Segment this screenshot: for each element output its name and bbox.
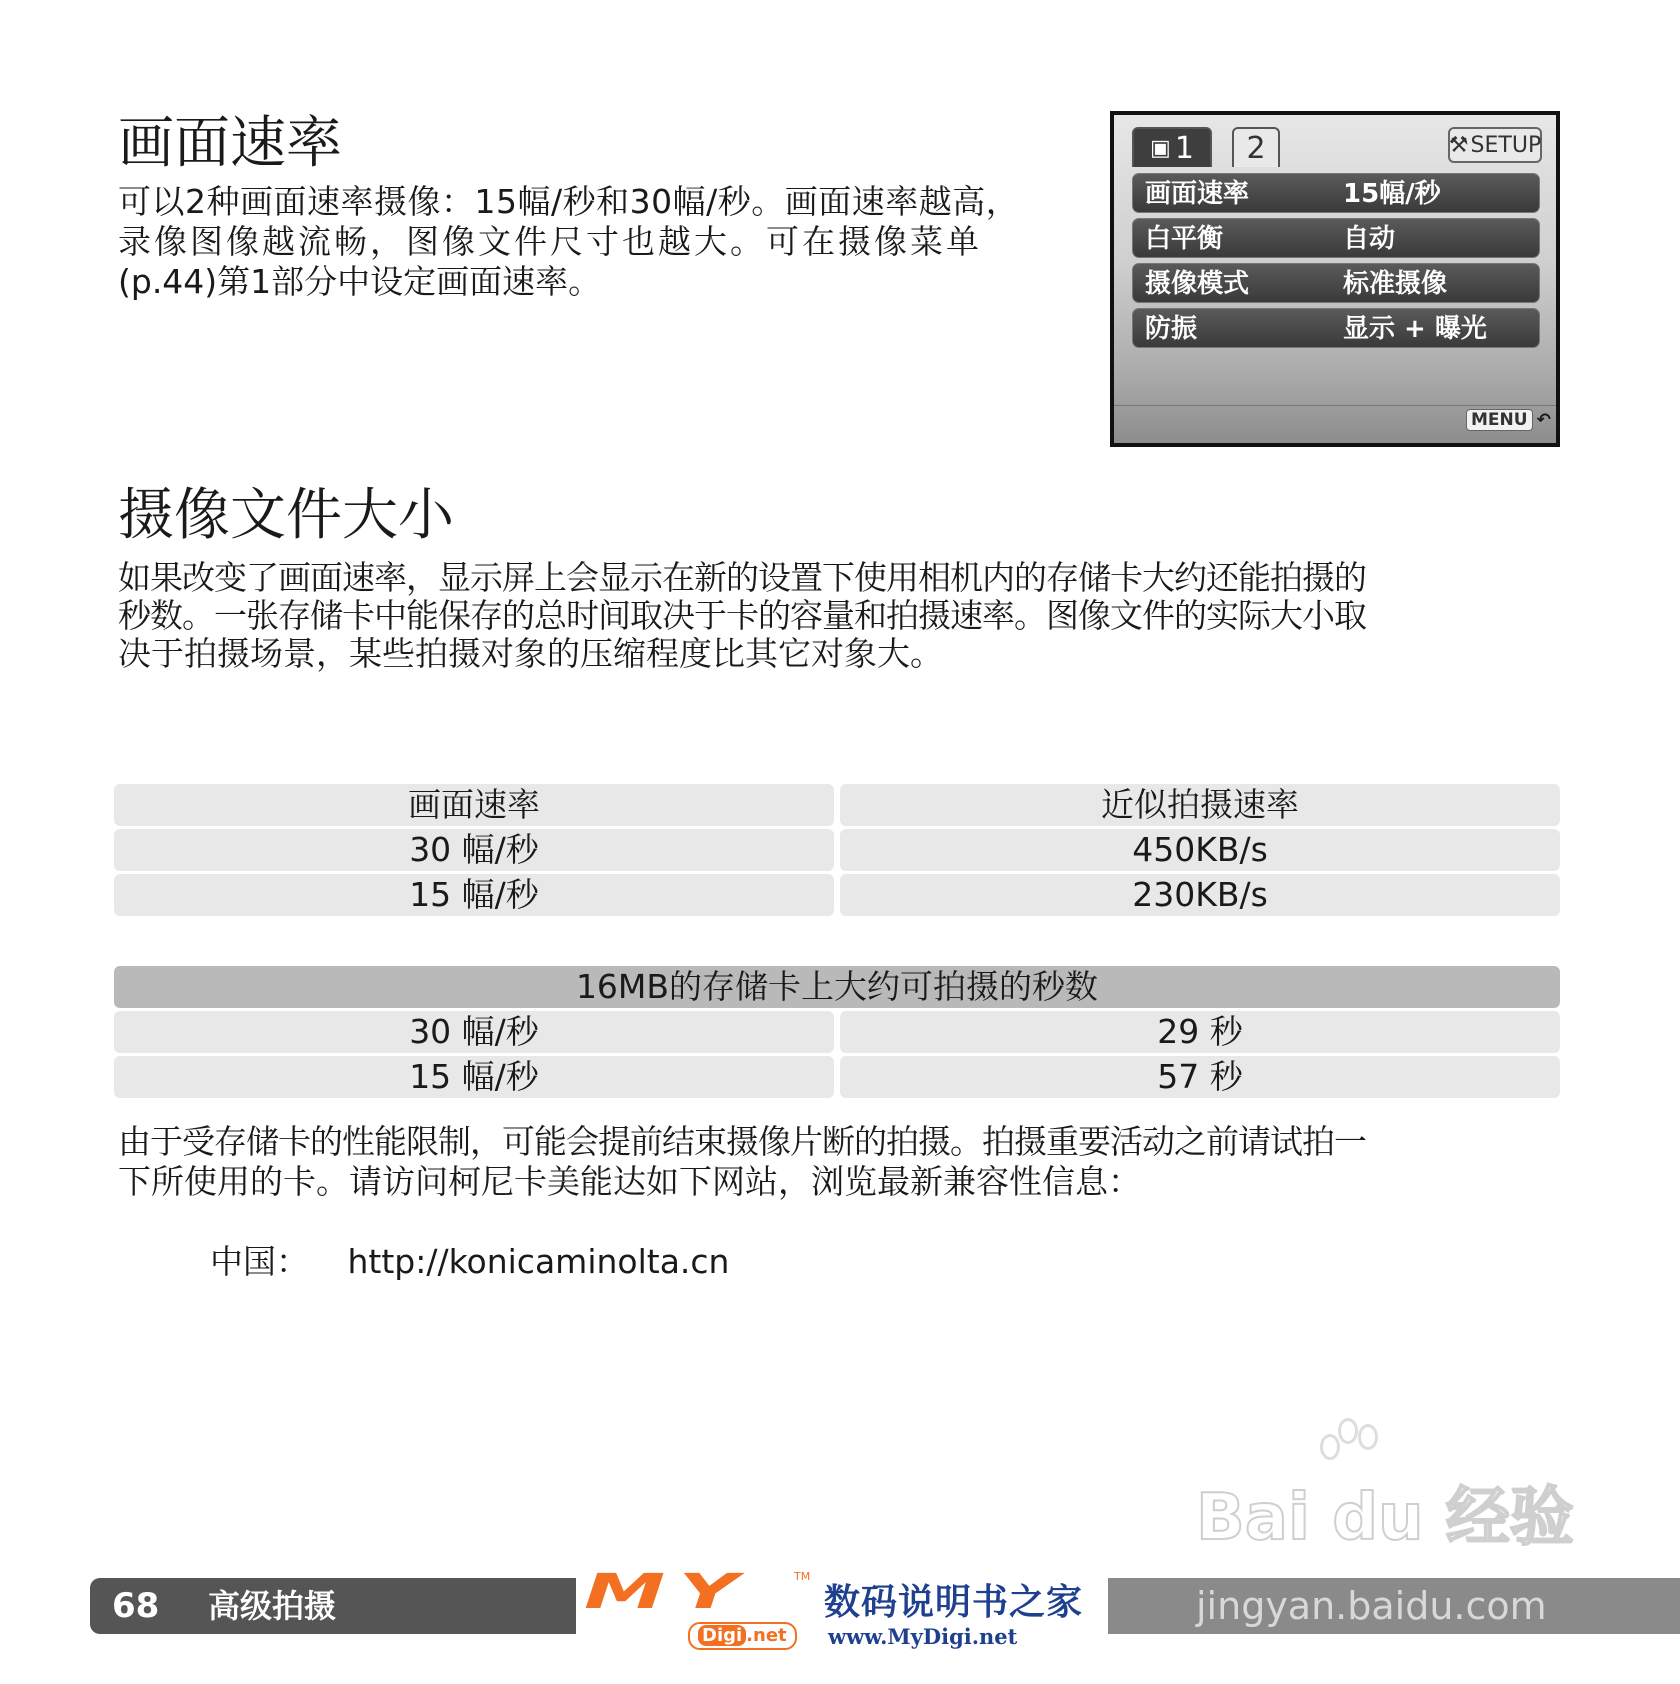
paragraph-line: 录像图像越流畅，图像文件尺寸也越大。可在摄像菜单	[118, 222, 982, 261]
website-label: 中国：	[210, 1242, 309, 1281]
menu-divider	[1114, 405, 1556, 406]
table-header-cell: 画面速率	[114, 784, 834, 826]
logo-url: www.MyDigi.net	[828, 1624, 1018, 1649]
menu-row-value: 标准摄像	[1343, 269, 1448, 299]
setup-label: SETUP	[1470, 132, 1542, 158]
page-section-title: 高级拍摄	[208, 1587, 337, 1625]
table-cell: 30 幅/秒	[114, 829, 834, 871]
table-cell: 29 秒	[840, 1011, 1560, 1053]
menu-row-value: 15幅/秒	[1343, 179, 1441, 209]
logo-my: MY	[584, 1564, 752, 1620]
menu-row-frame-rate	[1132, 173, 1540, 213]
table-header-cell: 16MB的存储卡上大约可拍摄的秒数	[114, 966, 1560, 1008]
movie-camera-icon: ▣	[1150, 135, 1171, 161]
section-title-frame-rate: 画面速率	[118, 111, 342, 176]
tab-movie-1	[1132, 127, 1212, 167]
table-cell: 15 幅/秒	[114, 1056, 834, 1098]
website-link[interactable]: http://konicaminolta.cn	[347, 1242, 730, 1281]
table-cell: 450KB/s	[840, 829, 1560, 871]
table-cell: 57 秒	[840, 1056, 1560, 1098]
logo-name: 数码说明书之家	[824, 1582, 1084, 1623]
mydigi-logo	[580, 1564, 1108, 1654]
menu-row-label: 白平衡	[1145, 224, 1224, 254]
logo-digi-badge	[688, 1622, 797, 1650]
menu-row-label: 画面速率	[1145, 179, 1250, 209]
table-cell: 30 幅/秒	[114, 1011, 834, 1053]
tab-label: 1	[1174, 130, 1194, 166]
paragraph-line: 决于拍摄场景，某些拍摄对象的压缩程度比其它对象大。	[118, 634, 943, 673]
menu-row-value: 自动	[1343, 224, 1396, 254]
logo-digi: Digi	[698, 1625, 746, 1646]
paragraph-line: (p.44)第1部分中设定画面速率。	[118, 262, 602, 301]
baidu-watermark	[1196, 1430, 1616, 1570]
website-line	[210, 1242, 729, 1282]
page-number: 68	[112, 1586, 160, 1626]
logo-tm: TM	[794, 1570, 811, 1583]
camera-menu-screen	[1110, 111, 1560, 447]
paragraph-line: 下所使用的卡。请访问柯尼卡美能达如下网站，浏览最新兼容性信息：	[118, 1162, 1141, 1201]
paragraph-line: 可以2种画面速率摄像：15幅/秒和30幅/秒。画面速率越高，	[118, 182, 1020, 221]
setup-tab	[1448, 127, 1542, 163]
paragraph-line: 由于受存储卡的性能限制，可能会提前结束摄像片断的拍摄。拍摄重要活动之前请试拍一	[118, 1122, 1366, 1161]
table-cell: 15 幅/秒	[114, 874, 834, 916]
paragraph-line: 秒数。一张存储卡中能保存的总时间取决于卡的容量和拍摄速率。图像文件的实际大小取	[118, 596, 1366, 635]
section-title-file-size: 摄像文件大小	[118, 483, 454, 548]
logo-net: .net	[746, 1625, 787, 1646]
paragraph-line: 如果改变了画面速率，显示屏上会显示在新的设置下使用相机内的存储卡大约还能拍摄的	[118, 558, 1366, 597]
menu-label: MENU	[1466, 409, 1533, 431]
menu-row-anti-shake	[1132, 308, 1540, 348]
return-arrow-icon: ↶	[1536, 410, 1551, 430]
watermark-url: jingyan.baidu.com	[1196, 1584, 1547, 1628]
menu-row-label: 摄像模式	[1145, 269, 1250, 299]
menu-row-movie-mode	[1132, 263, 1540, 303]
menu-row-value: 显示 + 曝光	[1343, 314, 1487, 344]
menu-row-label: 防振	[1145, 314, 1198, 344]
wrench-icon: ⚒	[1448, 132, 1469, 158]
menu-back-hint	[1466, 407, 1551, 433]
table-header-cell: 近似拍摄速率	[840, 784, 1560, 826]
table-cell: 230KB/s	[840, 874, 1560, 916]
tab-2: 2	[1232, 127, 1280, 167]
baidu-brand: Bai du 经验	[1196, 1481, 1574, 1555]
menu-row-white-balance	[1132, 218, 1540, 258]
